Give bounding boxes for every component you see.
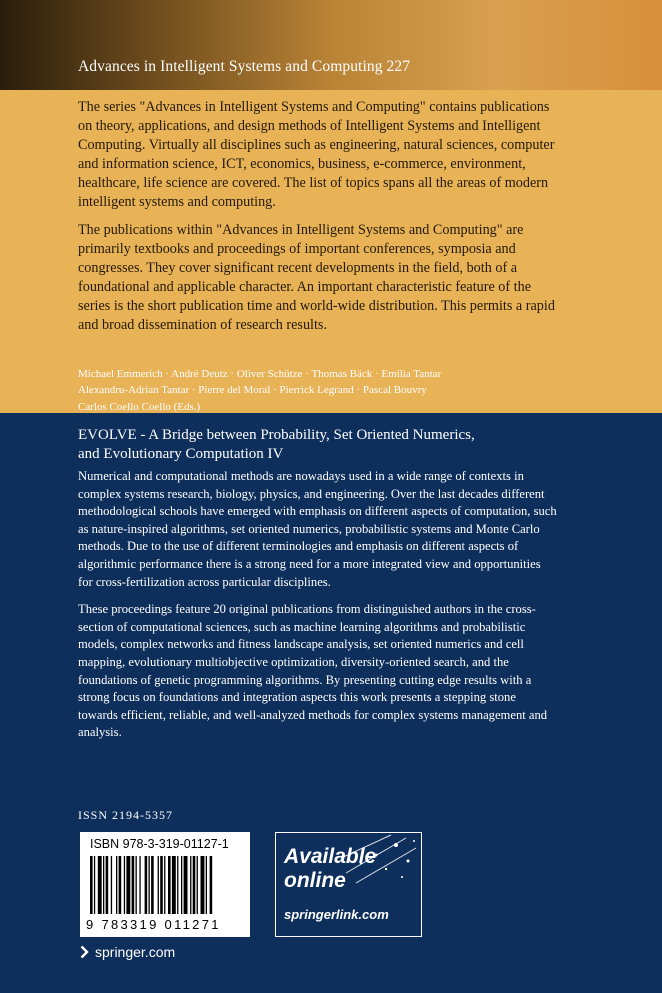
- barcode-bar: [98, 856, 102, 914]
- ean-digits: 9 783319 011271: [86, 917, 221, 932]
- isbn-barcode: [80, 832, 250, 937]
- barcode-bar: [172, 856, 176, 914]
- barcode-bar: [106, 856, 109, 914]
- barcode-bar: [181, 856, 182, 914]
- barcode-bar: [136, 856, 137, 914]
- barcode-bar: [193, 856, 196, 914]
- barcode-bar: [149, 856, 150, 914]
- barcode-bar: [158, 856, 159, 914]
- barcode-bar: [168, 856, 171, 914]
- series-paragraph-1: The series "Advances in Intelligent Systems and Computing" contains publications on theory, applications, and design methods of Intelligent Systems and Intelligent Computing. Virtually all disciplines such as engineering, natural sciences, computer and information science, ICT, economics, business, e-commerce, environment, healthcare, life science are covered. The list of topics spans all the areas of modern intelligent systems and computing.: [78, 99, 555, 210]
- barcode-bar: [90, 856, 93, 914]
- barcode-bar: [210, 856, 213, 914]
- book-title-line-2: and Evolutionary Computation IV: [78, 446, 284, 462]
- barcode-bar: [201, 856, 205, 914]
- top-gradient-band: [0, 0, 662, 90]
- book-description: [78, 468, 558, 752]
- barcode-bar: [160, 856, 163, 914]
- barcode-bar: [164, 856, 165, 914]
- series-title: Advances in Intelligent Systems and Computing 227: [78, 58, 411, 75]
- editors-line-3: Carlos Coello Coello (Eds.): [78, 400, 201, 413]
- barcode-bar: [94, 856, 95, 914]
- barcode-bar: [126, 856, 130, 914]
- book-paragraph-1: Numerical and computational methods are nowadays used in a wide range of contexts in complex systems research, biology, physics, and engineering. Over the last decades different methodological schools have emerged with emphasis on different aspects of computation, such as nature-inspired algorithms, set oriented numerics, probabilistic systems and Monte Carlo methods. Due to the use of different terminologies and emphasis on different aspects of algorithmic performance there is a strong need for a more integrated view and opportunities for cross-fertilization across particular disciplines.: [78, 469, 557, 589]
- barcode-bar: [197, 856, 198, 914]
- barcode-bar: [132, 856, 135, 914]
- barcode-bar: [116, 856, 117, 914]
- barcode-bar: [124, 856, 125, 914]
- available-online-badge[interactable]: [275, 832, 422, 937]
- springer-com-link[interactable]: [80, 944, 175, 960]
- editors-line-1: Michael Emmerich · André Deutz · Oliver Schütze · Thomas Bäck · Emilia Tantar: [78, 368, 442, 380]
- book-title-line-1: EVOLVE - A Bridge between Probability, Set Oriented Numerics,: [78, 427, 475, 443]
- editors-line-2: Alexandru-Adrian Tantar · Pierre del Moral · Pierrick Legrand · Pascal Bouvry: [78, 384, 427, 397]
- barcode-bar: [103, 856, 104, 914]
- editors-list: [78, 366, 558, 415]
- chevron-right-icon: [80, 945, 89, 959]
- book-paragraph-2: These proceedings feature 20 original publications from distinguished authors in the cross-section of computational sciences, such as machine learning algorithms and probabilistic models, complex networks and fitness landscape analysis, set oriented numerics and cell mapping, evolutionary multiobjective optimization, diversity-oriented search, and the foundations of genetic programming algorithms. By presenting cutting edge results with a strong focus on foundations and integration aspects this work presents a stepping stone towards efficient, reliable, and well-analyzed methods for complex systems management and analysis.: [78, 602, 548, 740]
- available-word: Available: [284, 845, 377, 868]
- barcode-bar: [190, 856, 191, 914]
- barcode-bar: [111, 856, 112, 914]
- available-online-title: [284, 845, 414, 893]
- barcode-bar: [177, 856, 178, 914]
- series-paragraph-2: The publications within "Advances in Intelligent Systems and Computing" are primarily textbooks and proceedings of important conferences, symposia and congresses. They cover significant recent developments in the field, both of a foundational and applicable character. An important characteristic feature of the series is the short publication time and world-wide distribution. This permits a rapid and broad dissemination of research results.: [78, 222, 555, 333]
- issn-number: ISSN 2194-5357: [78, 808, 174, 822]
- barcode-bar: [139, 856, 140, 914]
- series-description: [78, 98, 558, 345]
- barcode-bars: [86, 856, 244, 916]
- isbn-label: ISBN 978-3-319-01127-1: [90, 837, 229, 851]
- springer-com-label: springer.com: [95, 944, 176, 960]
- barcode-bar: [145, 856, 148, 914]
- barcode-bar: [184, 856, 188, 914]
- online-word: online: [284, 869, 346, 892]
- barcode-bar: [151, 856, 154, 914]
- barcode-bar: [119, 856, 122, 914]
- barcode-bar: [206, 856, 207, 914]
- springerlink-url[interactable]: springerlink.com: [284, 907, 389, 922]
- book-title: [78, 426, 598, 464]
